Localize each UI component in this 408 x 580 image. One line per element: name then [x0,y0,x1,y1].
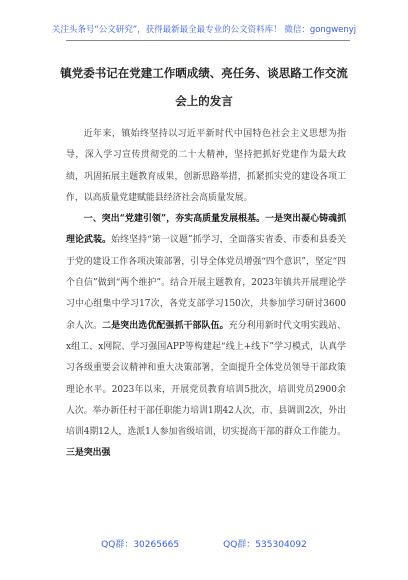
qq-group-1: QQ群：30265665 [101,540,180,550]
qq-group-2: QQ群：535304092 [223,540,307,550]
paragraph-text: 充分利用新时代文明实践站、x组工、x网院、学习强国APP等构建起“线上+线下”学习模式，认真学习各级重要会议精神和重大决策部署，全面提升全体党员领导干部政策理论水平。2023年以来，开展党员教育培训5批次，培训党员2900余人次。举办新任村干部任职能力培训1期42人次，市、县调训2次，外出培训4期12人，选派1人参加省级培训，切实提高干部的群众工作能力。 [66,320,347,438]
page-header: 关注头条号“公文研究”，获得最新最全最专业的公文资料库！ 微信：gongwenyj [51,25,357,35]
bold-subheading-text: 二是突出选优配强抓干部队伍。 [102,320,229,331]
paragraph-text: 始终坚持“第一议题”抓学习，全面落实省委、市委和县委关于党的建设工作各项决策部署，引导全体党员增强“四个意识”，坚定“四个自信”做到“两个维护”。结合开展主题教育，2023年镇共开展理论学习中心组集中学习17次，各党支部学习150次，共参加学习研讨3600余人次。 [66,235,347,331]
header-divider [66,40,350,41]
paragraph-section-1 [66,209,346,465]
bold-subheading-text: 三是突出强 [66,448,111,459]
paragraph-text: 近年来，镇始终坚持以习近平新时代中国特色社会主义思想为指导，深入学习宣传贯彻党的二十大精神，坚持把抓好党建作为最大政绩，巩固拓展主题教育成果，创新思路举措，抓紧抓实党的建设各项工作，以高质量党建赋能县经济社会高质量发展。 [66,129,346,203]
section-heading-text: 一、突出“党建引领”，夯实高质量发展根基。一是突出凝心铸魂抓理论武装。 [66,214,346,246]
document-title-line-1: 镇党委书记在党建工作晒成绩、亮任务、谈思路工作交流 [60,66,348,80]
document-body [66,124,346,465]
paragraph-intro [66,124,346,209]
page-footer [0,537,408,550]
document-title-line-2: 会上的发言 [175,94,233,108]
